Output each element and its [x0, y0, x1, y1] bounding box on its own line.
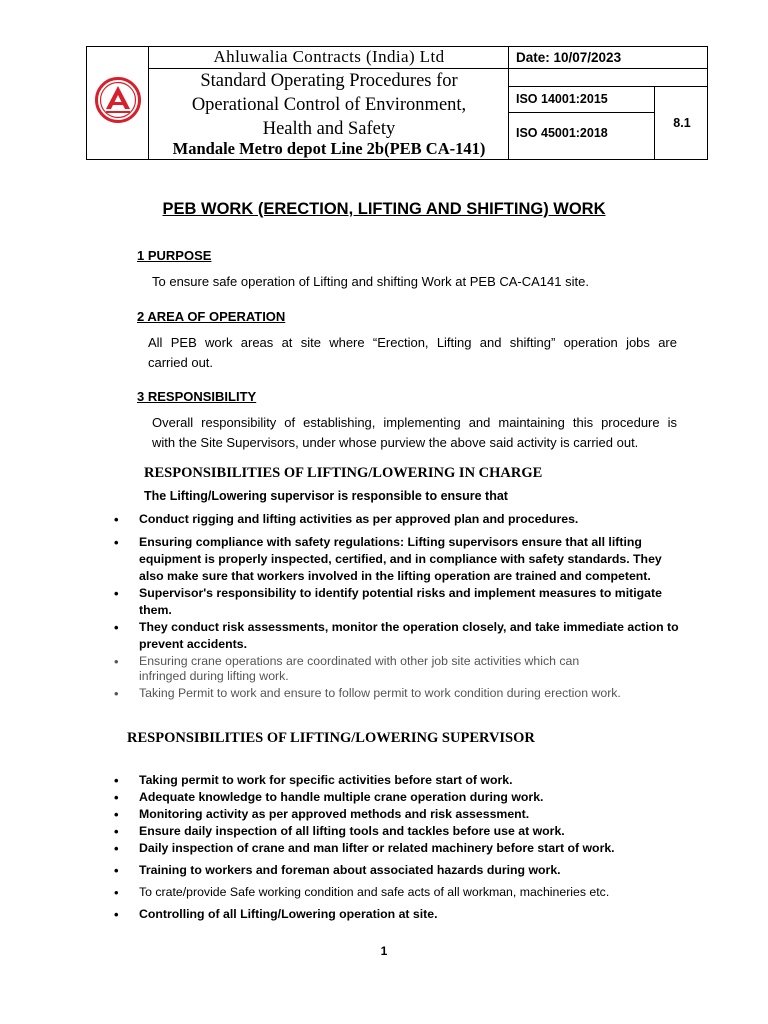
list-item: • Monitoring activity as per approved methods and risk assessment. — [114, 806, 694, 823]
area-text — [148, 333, 677, 373]
list-item: • Controlling of all Lifting/Lowering operation at site. — [114, 906, 694, 923]
list-item: • Supervisor's responsibility to identify potential risks and implement measures to mitigate them. — [114, 585, 694, 619]
list-item: • They conduct risk assessments, monitor the operation closely, and take immediate action to prevent accidents. — [114, 619, 694, 653]
section-number: 8.1 — [673, 116, 691, 130]
list-item: • Adequate knowledge to handle multiple crane operation during work. — [114, 789, 694, 806]
responsibility-heading: 3 RESPONSIBILITY — [137, 389, 257, 404]
responsibility-text-line-2: with the Site Supervisors, under whose purview the above said activity is carried out. — [152, 435, 639, 450]
list-item: • Ensuring compliance with safety regulations: Lifting supervisors ensure that all lifting equipment is properly inspected, certified, and in compliance with safety standards. They also make sure that workers involved in the lifting operation are trained and competent. — [114, 534, 694, 585]
supervisor-heading: RESPONSIBILITIES OF LIFTING/LOWERING SUPERVISOR — [127, 730, 535, 746]
list-item: • Training to workers and foreman about associated hazards during work. — [114, 862, 694, 879]
area-heading: 2 AREA OF OPERATION — [137, 309, 286, 324]
company-logo-icon — [94, 76, 142, 124]
company-name: Ahluwalia Contracts (India) Ltd — [213, 47, 445, 66]
list-item: • Daily inspection of crane and man lifter or related machinery before start of work. — [114, 840, 694, 857]
responsibility-text-line-1: Overall responsibility of establishing, implementing and maintaining this procedure is — [152, 415, 677, 430]
sop-title — [150, 69, 508, 141]
area-text-line-1: All PEB work areas at site where “Erection, Lifting and shifting” operation jobs are — [148, 335, 677, 350]
list-item: • Conduct rigging and lifting activities as per approved plan and procedures. — [114, 511, 694, 528]
project-name: Mandale Metro depot Line 2b(PEB CA-141) — [172, 139, 486, 158]
purpose-heading: 1 PURPOSE — [137, 248, 212, 263]
responsibility-text — [152, 413, 677, 453]
in-charge-bullet-list — [114, 511, 694, 701]
iso-14001-label: ISO 14001:2015 — [516, 92, 608, 106]
list-item: • Ensuring crane operations are coordinated with other job site activities which can infringed during lifting work. — [114, 654, 694, 684]
document-title: PEB WORK (ERECTION, LIFTING AND SHIFTING) WORK — [162, 200, 606, 218]
supervisor-bullet-list — [114, 772, 694, 923]
list-item: • Ensure daily inspection of all lifting tools and tackles before use at work. — [114, 823, 694, 840]
sop-title-line-1: Standard Operating Procedures for — [200, 71, 458, 91]
area-text-line-2: carried out. — [148, 355, 214, 370]
iso-45001-label: ISO 45001:2018 — [516, 126, 608, 140]
sop-title-line-2: Operational Control of Environment, — [191, 95, 467, 115]
list-item: • Taking Permit to work and ensure to follow permit to work condition during erection work. — [114, 686, 694, 701]
in-charge-heading: RESPONSIBILITIES OF LIFTING/LOWERING IN CHARGE — [144, 465, 543, 481]
list-item: • Taking permit to work for specific activities before start of work. — [114, 772, 694, 789]
in-charge-intro: The Lifting/Lowering supervisor is responsible to ensure that — [144, 489, 508, 503]
sop-header-table — [86, 46, 708, 160]
sop-title-line-3: Health and Safety — [262, 119, 396, 139]
page-number: 1 — [380, 944, 388, 958]
purpose-text: To ensure safe operation of Lifting and shifting Work at PEB CA-CA141 site. — [152, 274, 589, 289]
document-date: Date: 10/07/2023 — [516, 49, 622, 65]
list-item: • To crate/provide Safe working condition and safe acts of all workman, machineries etc. — [114, 884, 694, 901]
